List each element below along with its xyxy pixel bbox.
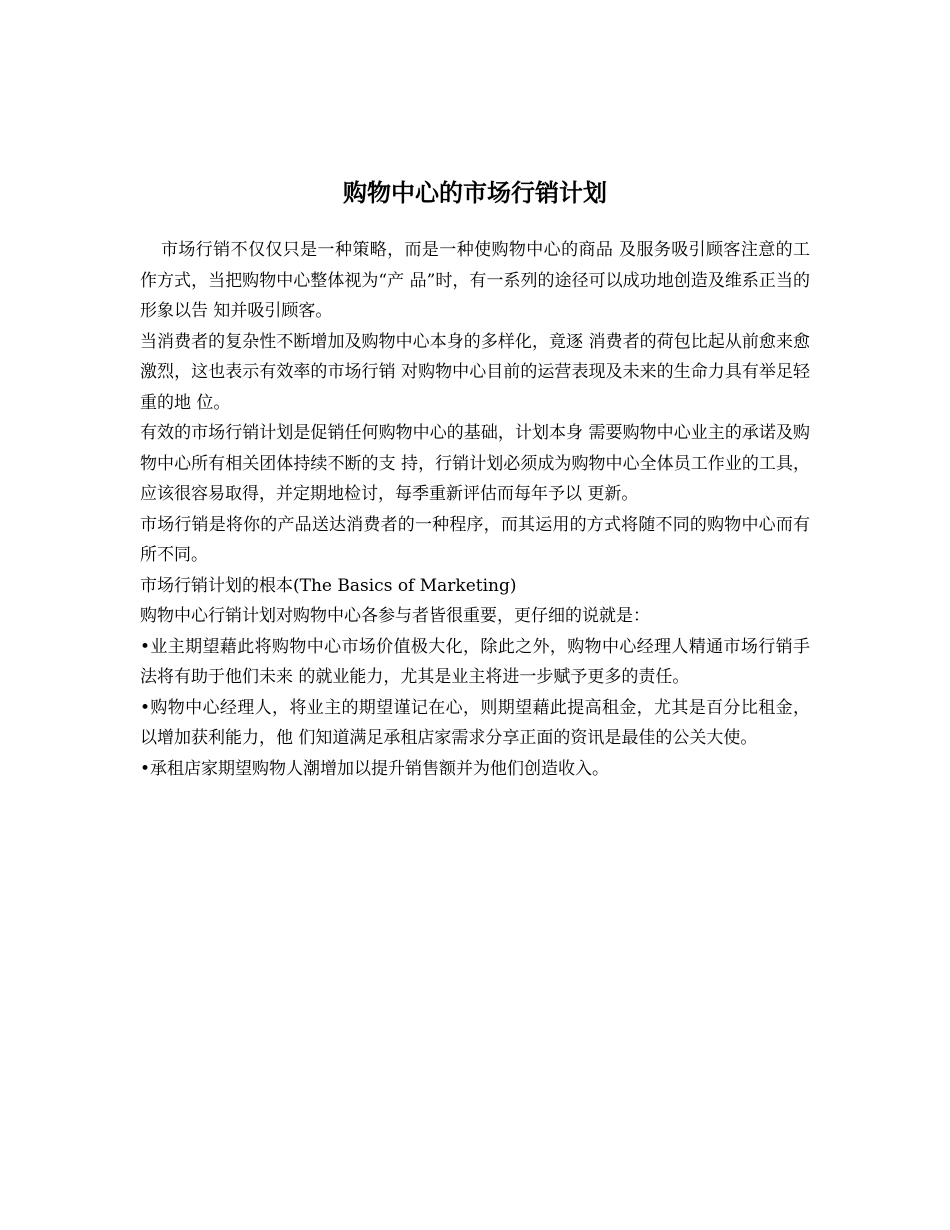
- bullet-owner: •业主期望藉此将购物中心市场价值极大化，除此之外，购物中心经理人精通市场行销手法将有助于他们未来 的就业能力，尤其是业主将进一步赋予更多的责任。: [140, 636, 810, 687]
- bullet-manager: •购物中心经理人，将业主的期望谨记在心，则期望藉此提高租金，尤其是百分比租金，以增加获利能力，他 们知道满足承租店家需求分享正面的资讯是最佳的公关大使。: [140, 697, 810, 748]
- paragraph-effective-plan: 有效的市场行销计划是促销任何购物中心的基础，计划本身 需要购物中心业主的承诺及购物中心所有相关团体持续不断的支 持，行销计划必须成为购物中心全体员工作业的工具，应该很容易取得，并定期地检讨，每季重新评估而每年予以 更新。: [140, 423, 810, 504]
- document-page: [140, 175, 810, 784]
- paragraph-intro: 市场行销不仅仅只是一种策略，而是一种使购物中心的商品 及服务吸引顾客注意的工作方式，当把购物中心整体视为“产 品”时，有一系列的途径可以成功地创造及维系正当的形象以告 知并吸引顾客。: [140, 240, 810, 321]
- paragraph-importance: 购物中心行销计划对购物中心各参与者皆很重要，更仔细的说就是：: [140, 606, 650, 626]
- paragraph-consumer-complexity: 当消费者的复杂性不断增加及购物中心本身的多样化，竟逐 消费者的荷包比起从前愈来愈激烈，这也表示有效率的市场行销 对购物中心目前的运营表现及未来的生命力具有举足轻重的地 位。: [140, 331, 810, 413]
- paragraph-marketing-definition: 市场行销是将你的产品送达消费者的一种程序，而其运用的方式将随不同的购物中心而有所不同。: [140, 514, 810, 565]
- document-title: 购物中心的市场行销计划: [343, 179, 607, 207]
- document-body: [140, 235, 810, 784]
- section-heading-basics: 市场行销计划的根本(The Basics of Marketing): [140, 575, 517, 596]
- bullet-tenant: •承租店家期望购物人潮增加以提升销售额并为他们创造收入。: [140, 758, 610, 779]
